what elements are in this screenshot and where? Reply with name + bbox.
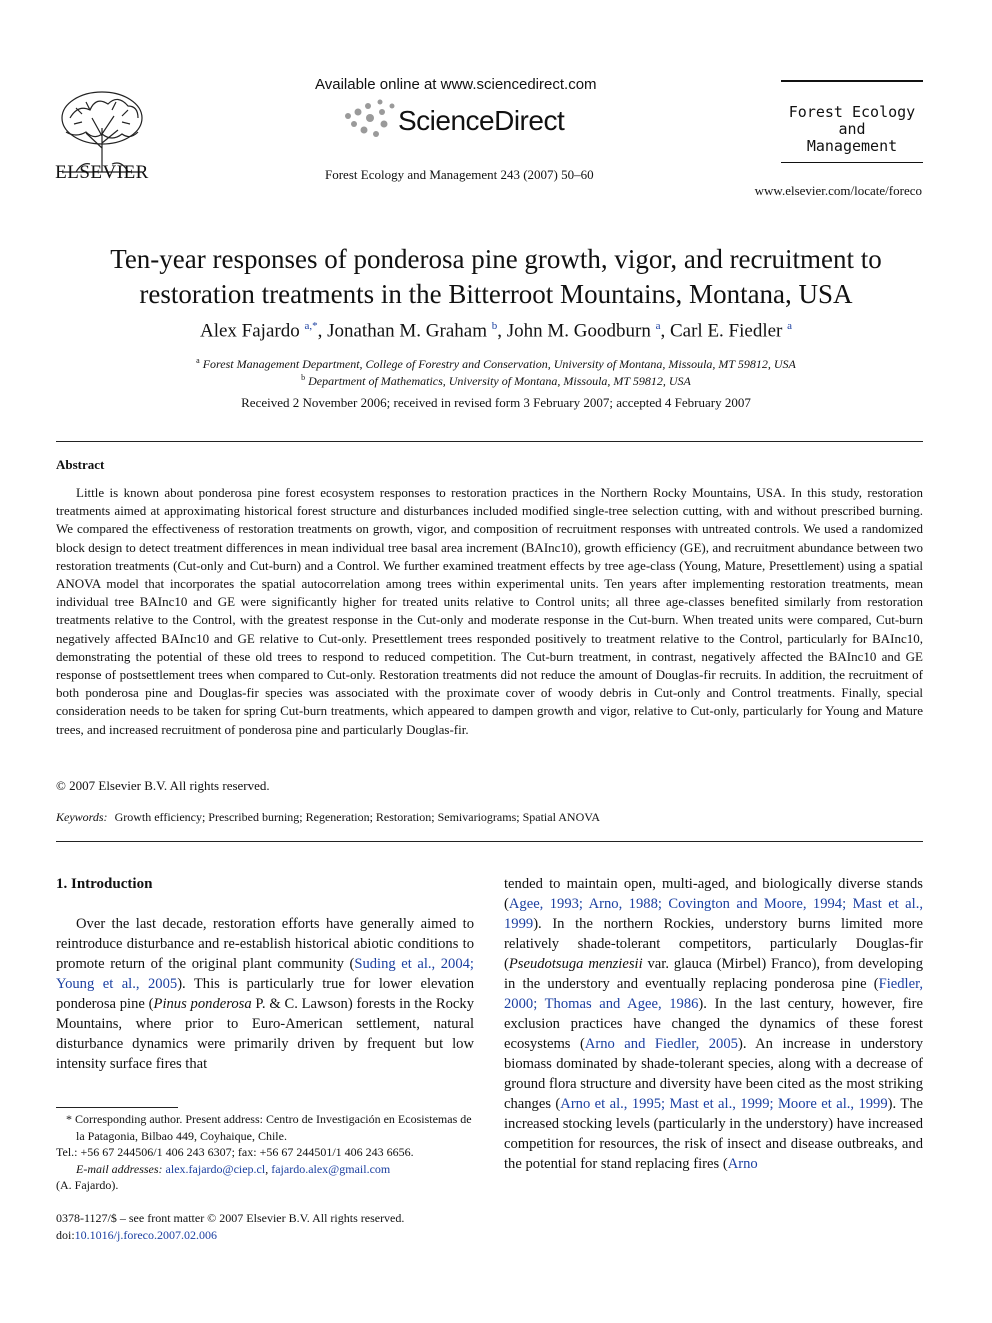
author-name[interactable]: Carl E. Fiedler <box>669 320 783 342</box>
abstract-heading: Abstract <box>56 457 105 472</box>
citation-link[interactable]: Suding et al., 2004; Young et al., 2005 <box>56 956 474 992</box>
email-link[interactable]: alex.fajardo@ciep.cl <box>165 1161 266 1176</box>
species-name: Pseudotsuga menziesii <box>508 956 643 972</box>
email-link[interactable]: fajardo.alex@gmail.com <box>271 1161 391 1176</box>
issn-line: 0378-1127/$ – see front matter © 2007 Elsevier B.V. All rights reserved. <box>56 1211 405 1225</box>
footnote-divider <box>56 1107 178 1108</box>
front-matter <box>56 1210 404 1244</box>
footnote <box>56 1111 474 1194</box>
email-addresses: E-mail addresses: alex.fajardo@ciep.cl, fajardo.alex@gmail.com <box>76 1161 391 1176</box>
citation-link[interactable]: Fiedler, 2000; Thomas and Agee, 1986 <box>504 976 923 1012</box>
author-list: Alex Fajardo $^{a,*}$, Jonathan M. Graham $^b$, John M. Goodburn $^a$, Carl E. Fiedler $^a$ <box>199 320 793 342</box>
contact-phone: Tel.: +56 67 244506/1 406 243 6307; fax: +56 67 244501/1 406 243 6656. <box>56 1145 414 1159</box>
journal-title-box <box>781 80 923 163</box>
citation-link[interactable]: Arno <box>727 1156 758 1172</box>
intro-paragraph-right: tended to maintain open, multi-aged, and biologically diverse stands (Agee, 1993; Arno, 1988; Covington and Moore, 1994; Mast et al., 1999). In the northern Rockies, understory burns limited more relatively shade-tolerant competitors, particularly Douglas-fir (Pseudotsuga menziesii var. glauca (Mirbel) Franco), from developing in the understory and eventually replacing ponderosa pine (Fiedler, 2000; Thomas and Agee, 1986). In the last century, however, fire exclusion practices have changed the dynamics of these forest ecosystems (Arno and Fiedler, 2005). An increase in understory biomass dominated by shade-tolerant species, along with a decrease of ground flora structure and diversity have been cited as the most striking changes (Arno et al., 1995; Mast et al., 1999; Moore et al., 1999). The increased stocking levels (particularly in the understory) have increased competition for resources, the risk of insect and disease outbreaks, and the potential for stand replacing fires (Arno <box>504 876 924 1172</box>
available-online-text[interactable]: Available online at www.sciencedirect.com <box>315 76 597 93</box>
affiliation-b: $^b$ Department of Mathematics, University of Montana, Missoula, MT 59812, USA <box>301 373 691 388</box>
journal-url-link[interactable]: www.elsevier.com/locate/foreco <box>754 183 922 198</box>
author-affiliation-mark[interactable]: b <box>491 320 498 332</box>
citation-link[interactable]: Arno et al., 1995; Mast et al., 1999; Moore et al., 1999 <box>560 1096 888 1112</box>
keywords-label: Keywords: <box>56 810 108 824</box>
publisher-name: ELSEVIER <box>55 162 149 183</box>
journal-citation: Forest Ecology and Management 243 (2007) 50–60 <box>325 167 594 182</box>
citation-link[interactable]: Agee, 1993; Arno, 1988; Covington and Moore, 1994; Mast et al., 1999 <box>504 896 923 932</box>
sciencedirect-brand[interactable]: ScienceDirect <box>398 105 565 136</box>
corresponding-author-note: * Corresponding author. Present address: Centro de Investigación en Ecosistemas de la Patagonia, Bilbao 449, Coyhaique, Chile. <box>66 1112 472 1143</box>
keywords <box>56 810 600 825</box>
divider <box>56 441 923 442</box>
received-dates: Received 2 November 2006; received in revised form 3 February 2007; accepted 4 February 2007 <box>241 395 751 410</box>
divider <box>56 841 923 842</box>
doi-line: doi:10.1016/j.foreco.2007.02.006 <box>56 1228 217 1242</box>
author-affiliation-mark[interactable]: a <box>655 320 661 332</box>
abstract-copyright: © 2007 Elsevier B.V. All rights reserved. <box>56 778 270 793</box>
article-title: Ten-year responses of ponderosa pine growth, vigor, and recruitment to restoration treatments in the Bitterroot Mountains, Montana, USA <box>110 244 882 309</box>
species-name: Pinus ponderosa <box>153 996 252 1012</box>
author-name[interactable]: John M. Goodburn <box>506 320 651 342</box>
section-heading-introduction: 1. Introduction <box>56 876 153 892</box>
affiliation-a: $^a$ Forest Management Department, College of Forestry and Conservation, University of Montana, Missoula, MT 59812, USA <box>196 356 796 371</box>
intro-paragraph-left: Over the last decade, restoration efforts have generally aimed to reintroduce disturbance and re-establish historical abiotic conditions to promote return of the original plant community (Suding et al., 2004; Young et al., 2005). This is particularly true for lower elevation ponderosa pine (Pinus ponderosa P. & C. Lawson) forests in the Rocky Mountains, where prior to Euro-American settlement, natural disturbance dynamics were primarily driven by frequent but low intensity surface fires that <box>56 916 475 1072</box>
journal-box-title: Forest Ecology and Management <box>788 103 916 155</box>
author-name[interactable]: Jonathan M. Graham <box>327 320 487 342</box>
email-owner: (A. Fajardo). <box>56 1178 119 1192</box>
author-affiliation-mark[interactable]: a,* <box>304 320 318 332</box>
keywords-list: Growth efficiency; Prescribed burning; Regeneration; Restoration; Semivariograms; Spatial ANOVA <box>114 810 601 824</box>
doi-link[interactable]: 10.1016/j.foreco.2007.02.006 <box>74 1228 217 1242</box>
abstract-text: Little is known about ponderosa pine forest ecosystem responses to restoration practices in the Northern Rocky Mountains, USA. In this study, restoration treatments aimed at approximating historical forest structure and disturbances included modified single-tree selection cutting, with and without prescribed burning. We compared the effectiveness of restoration treatments on growth, vigor, and composition of recruitment responses with untreated controls. We used a randomized block design to detect treatment differences in mean individual tree basal area increment (BAInc10), growth efficiency (GE), and recruitment abundance between two restoration treatments (Cut-only and Cut-burn) and a Control. We further examined treatment effects by tree age-class (Young, Mature, Presettlement) using a spatial ANOVA model that incorporates the spatial autocorrelation among trees within experimental units. Ten years after implementing restoration treatments, mean individual tree BAInc10 and GE were significantly higher for treated units relative to Control units; all three age-classes benefited similarly from restoration treatments relative to the Control, with the greatest response in the Cut-only and moderate response in the Cut-burn. When treated units were compared, Cut-burn negatively affected BAInc10 and GE relative to Cut-only. Presettlement trees responded positively to treatment relative to the Control, particularly for BAInc10, demonstrating the potential of these old trees to respond to reduced competition. The Cut-burn treatment, in contrast, negatively affected the BAInc10 and GE response of postsettlement trees when compared to Cut-only. Restoration treatments did not reduce the amount of Douglas-fir recruits. In addition, the recruitment of both ponderosa pine and Douglas-fir species was associated with the proximate cover of woody debris in Cut-only and Control treatments. Finally, special consideration needs to be taken for spring Cut-burn treatments, which appeared to dampen growth and vigor, relative to Cut-only, particularly for Young and Mature trees, and increased recruitment of ponderosa pine and particularly Douglas-fir. <box>56 485 923 737</box>
author-name[interactable]: Alex Fajardo <box>199 320 300 342</box>
author-affiliation-mark[interactable]: a <box>787 320 793 332</box>
citation-link[interactable]: Arno and Fiedler, 2005 <box>584 1036 738 1052</box>
